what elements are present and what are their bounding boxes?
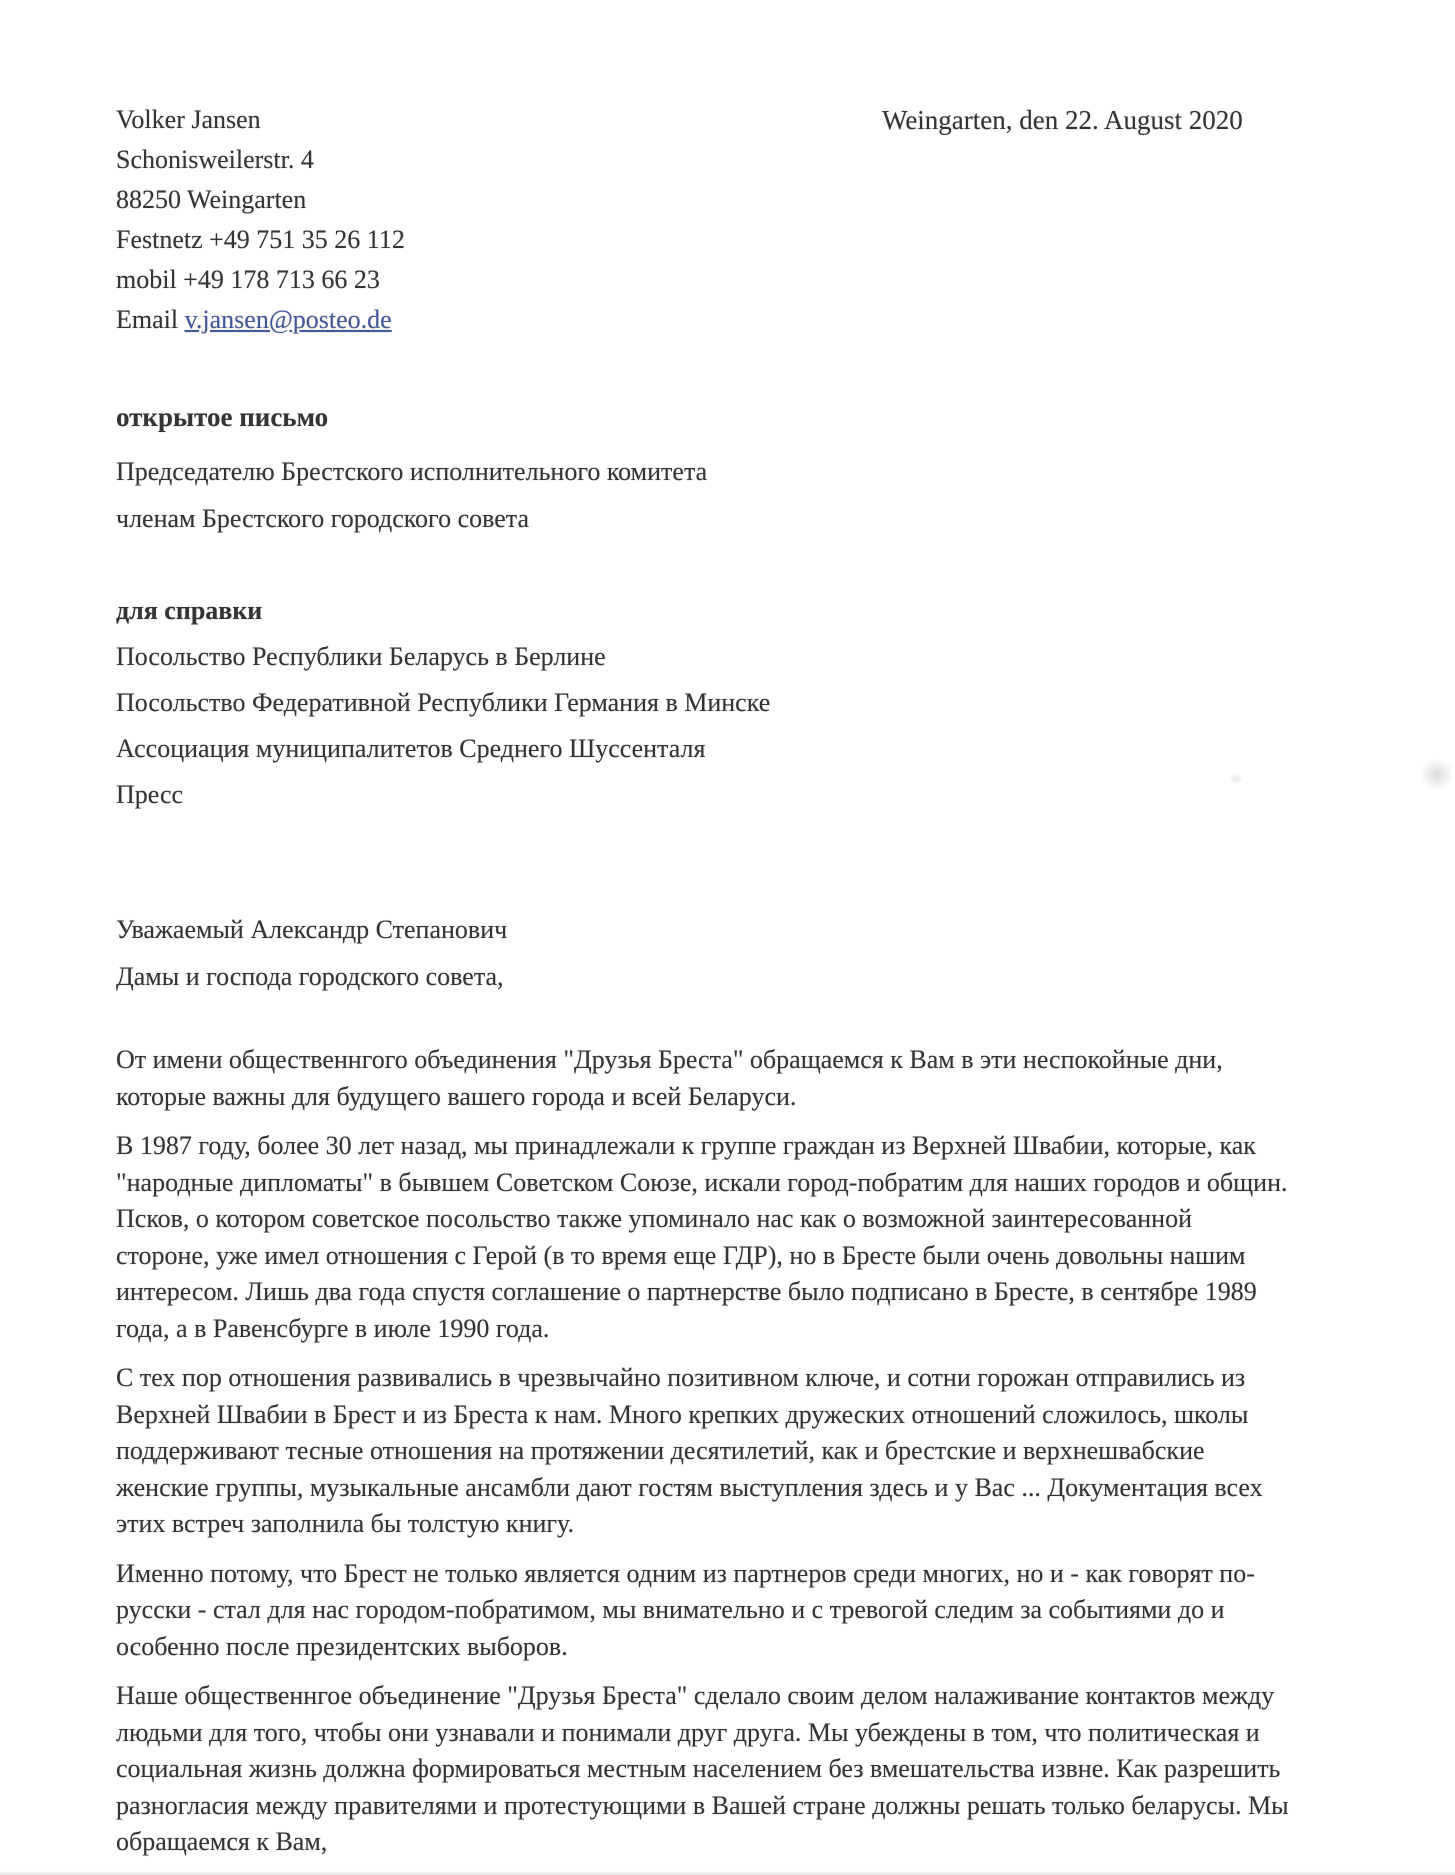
body-paragraph: Именно потому, что Брест не только является одним из партнеров среди многих, но и - как говорят по-русски - стал для нас городом-побратимом, мы внимательно и с тревогой следим за событиями до и особенно после президентских выборов. [116,1558,1255,1661]
recipient-line: Председателю Брестского исполнительного комитета [116,457,708,486]
scan-smudge [1420,758,1454,790]
body-paragraph: В 1987 году, более 30 лет назад, мы принадлежали к группе граждан из Верхней Швабии, которые, как "народные дипломаты" в бывшем Советском Союзе, искали город-побратим для наших городов и общин. Псков, о котором советское посольство также упоминало нас как о возможной заинтересованной стороне, уже имел отношения с Герой (в то время еще ГДР), но в Бресте были очень довольны нашим интересом. Лишь два года спустя соглашение о партнерстве было подписано в Бресте, в сентябре 1989 года, а в Равенсбурге в июле 1990 года. [116,1131,1288,1343]
sender-landline: Festnetz +49 751 35 26 112 [116,225,405,254]
salutation-line: Дамы и господа городского совета, [116,962,504,991]
subject-heading: открытое письмо [116,402,329,432]
cc-heading: для справки [116,596,263,625]
cc-item: Посольство Федеративной Республики Германия в Минске [116,688,771,717]
sender-mobile: mobil +49 178 713 66 23 [116,265,380,294]
sender-email-line [116,300,616,340]
body-paragraph: От имени общественнгого объединения "Друзья Бреста" обращаемся к Вам в эти неспокойные дни, которые важны для будущего вашего города и всей Беларуси. [116,1045,1223,1111]
scan-page-edge [0,1871,1455,1875]
cc-block [116,588,1116,818]
cc-item: Пресс [116,780,184,809]
body-paragraph: Наше общественнгое объединение "Друзья Бреста" сделало своим делом налаживание контактов между людьми для того, чтобы они узнавали и понимали друг друга. Мы убеждены в том, что политическая и социальная жизнь должна формироваться местным населением без вмешательства извне. Как разрешить разногласия между правителями и протестующими в Вашей стране должны решать только беларусы. Мы обращаемся к Вам, [116,1681,1289,1856]
cc-item: Посольство Республики Беларусь в Берлине [116,642,606,671]
dateline: Weingarten, den 22. August 2020 [882,105,1243,135]
recipients-block [116,448,1116,542]
sender-address-block [116,100,616,340]
sender-name: Volker Jansen [116,105,261,134]
sender-city: 88250 Weingarten [116,185,307,214]
body-paragraph: С тех пор отношения развивались в чрезвычайно позитивном ключе, и сотни горожан отправились из Верхней Швабии в Брест и из Бреста к нам. Много крепких дружеских отношений сложилось, школы поддерживают тесные отношения на протяжении десятилетий, как и брестские и верхнешвабские женские группы, музыкальные ансамбли дают гостям выступления здесь и у Вас ... Документация всех этих встреч заполнила бы толстую книгу. [116,1363,1263,1538]
sender-street: Schonisweilerstr. 4 [116,145,314,174]
email-label: Email [116,305,185,334]
salutation-block [116,906,1116,1000]
email-link[interactable]: v.jansen@posteo.de [184,305,392,334]
letter-body [116,1042,1291,1874]
scan-smudge [1228,774,1244,784]
salutation-line: Уважаемый Александр Степанович [116,915,508,944]
recipient-line: членам Брестского городского совета [116,504,529,533]
cc-item: Ассоциация муниципалитетов Среднего Шуссенталя [116,734,706,763]
